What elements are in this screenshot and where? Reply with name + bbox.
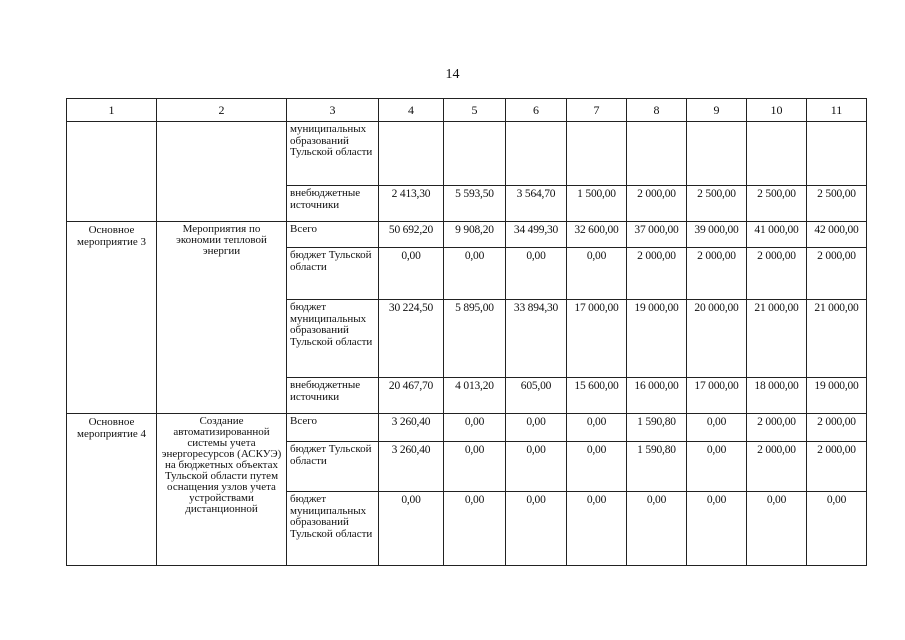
value-cell: 50 692,20 xyxy=(379,222,444,248)
header-cell: 2 xyxy=(157,99,287,122)
table-row xyxy=(67,122,867,186)
value-cell: 0,00 xyxy=(747,492,807,566)
header-cell: 4 xyxy=(379,99,444,122)
header-cell: 7 xyxy=(567,99,627,122)
value-cell: 20 467,70 xyxy=(379,378,444,414)
value-cell: 21 000,00 xyxy=(807,300,867,378)
value-cell: 0,00 xyxy=(444,442,506,492)
value-cell: 41 000,00 xyxy=(747,222,807,248)
value-cell: 2 500,00 xyxy=(747,186,807,222)
value-cell: 39 000,00 xyxy=(687,222,747,248)
value-cell: 17 000,00 xyxy=(567,300,627,378)
value-cell: 2 000,00 xyxy=(807,442,867,492)
funding-source-cell: муниципальных образований Тульской области xyxy=(287,122,379,186)
header-cell: 1 xyxy=(67,99,157,122)
value-cell: 2 500,00 xyxy=(687,186,747,222)
value-cell: 18 000,00 xyxy=(747,378,807,414)
value-cell: 2 000,00 xyxy=(687,248,747,300)
header-cell: 9 xyxy=(687,99,747,122)
funding-source-cell: бюджет муниципальных образований Тульской области xyxy=(287,492,379,566)
value-cell: 19 000,00 xyxy=(807,378,867,414)
value-cell: 0,00 xyxy=(506,492,567,566)
value-cell: 0,00 xyxy=(444,248,506,300)
header-cell: 5 xyxy=(444,99,506,122)
value-cell: 2 000,00 xyxy=(807,414,867,442)
value-cell: 2 000,00 xyxy=(807,248,867,300)
header-cell: 8 xyxy=(627,99,687,122)
value-cell: 0,00 xyxy=(444,492,506,566)
budget-table xyxy=(66,98,867,566)
value-cell: 32 600,00 xyxy=(567,222,627,248)
value-cell: 5 593,50 xyxy=(444,186,506,222)
funding-source-cell: бюджет Тульской области xyxy=(287,248,379,300)
value-cell: 0,00 xyxy=(567,442,627,492)
value-cell: 0,00 xyxy=(687,442,747,492)
value-cell: 1 590,80 xyxy=(627,414,687,442)
value-cell: 0,00 xyxy=(807,492,867,566)
activity-name-cell: Основное мероприятие 3 xyxy=(67,222,157,414)
value-cell xyxy=(687,122,747,186)
value-cell: 0,00 xyxy=(379,492,444,566)
value-cell: 17 000,00 xyxy=(687,378,747,414)
value-cell: 0,00 xyxy=(506,414,567,442)
value-cell: 0,00 xyxy=(627,492,687,566)
table-row xyxy=(67,414,867,442)
value-cell: 1 590,80 xyxy=(627,442,687,492)
value-cell: 20 000,00 xyxy=(687,300,747,378)
value-cell: 605,00 xyxy=(506,378,567,414)
value-cell: 1 500,00 xyxy=(567,186,627,222)
value-cell: 2 413,30 xyxy=(379,186,444,222)
value-cell: 2 000,00 xyxy=(627,248,687,300)
activity-name-cell: Основное мероприятие 4 xyxy=(67,414,157,566)
activity-name-cell xyxy=(67,122,157,222)
value-cell: 4 013,20 xyxy=(444,378,506,414)
value-cell: 2 500,00 xyxy=(807,186,867,222)
header-cell: 10 xyxy=(747,99,807,122)
value-cell xyxy=(379,122,444,186)
value-cell xyxy=(747,122,807,186)
activity-description-cell xyxy=(157,122,287,222)
header-cell: 3 xyxy=(287,99,379,122)
value-cell: 0,00 xyxy=(687,492,747,566)
header-row xyxy=(67,99,867,122)
value-cell: 2 000,00 xyxy=(747,442,807,492)
value-cell: 33 894,30 xyxy=(506,300,567,378)
funding-source-cell: Всего xyxy=(287,222,379,248)
value-cell: 15 600,00 xyxy=(567,378,627,414)
table-row xyxy=(67,222,867,248)
value-cell: 19 000,00 xyxy=(627,300,687,378)
value-cell: 2 000,00 xyxy=(747,248,807,300)
value-cell xyxy=(506,122,567,186)
activity-description-cell: Создание автоматизированной системы учета энергоресурсов (АСКУЭ) на бюджетных объектах Тульской области путем оснащения узлов учета устройствами дистанционной xyxy=(157,414,287,566)
funding-source-cell: внебюджетные источники xyxy=(287,186,379,222)
header-cell: 6 xyxy=(506,99,567,122)
funding-source-cell: бюджет Тульской области xyxy=(287,442,379,492)
value-cell: 0,00 xyxy=(379,248,444,300)
value-cell xyxy=(444,122,506,186)
value-cell: 16 000,00 xyxy=(627,378,687,414)
value-cell: 34 499,30 xyxy=(506,222,567,248)
value-cell xyxy=(567,122,627,186)
value-cell: 42 000,00 xyxy=(807,222,867,248)
page-number: 14 xyxy=(445,67,460,82)
funding-source-cell: бюджет муниципальных образований Тульской области xyxy=(287,300,379,378)
value-cell: 37 000,00 xyxy=(627,222,687,248)
value-cell: 0,00 xyxy=(506,442,567,492)
funding-source-cell: Всего xyxy=(287,414,379,442)
value-cell xyxy=(627,122,687,186)
value-cell: 30 224,50 xyxy=(379,300,444,378)
value-cell: 2 000,00 xyxy=(627,186,687,222)
header-cell: 11 xyxy=(807,99,867,122)
value-cell: 9 908,20 xyxy=(444,222,506,248)
value-cell: 3 564,70 xyxy=(506,186,567,222)
value-cell: 0,00 xyxy=(444,414,506,442)
value-cell: 0,00 xyxy=(506,248,567,300)
value-cell: 0,00 xyxy=(687,414,747,442)
value-cell: 5 895,00 xyxy=(444,300,506,378)
activity-description-cell: Мероприятия по экономии тепловой энергии xyxy=(157,222,287,414)
value-cell xyxy=(807,122,867,186)
value-cell: 0,00 xyxy=(567,248,627,300)
value-cell: 3 260,40 xyxy=(379,414,444,442)
value-cell: 2 000,00 xyxy=(747,414,807,442)
value-cell: 3 260,40 xyxy=(379,442,444,492)
value-cell: 0,00 xyxy=(567,492,627,566)
funding-source-cell: внебюджетные источники xyxy=(287,378,379,414)
value-cell: 0,00 xyxy=(567,414,627,442)
value-cell: 21 000,00 xyxy=(747,300,807,378)
